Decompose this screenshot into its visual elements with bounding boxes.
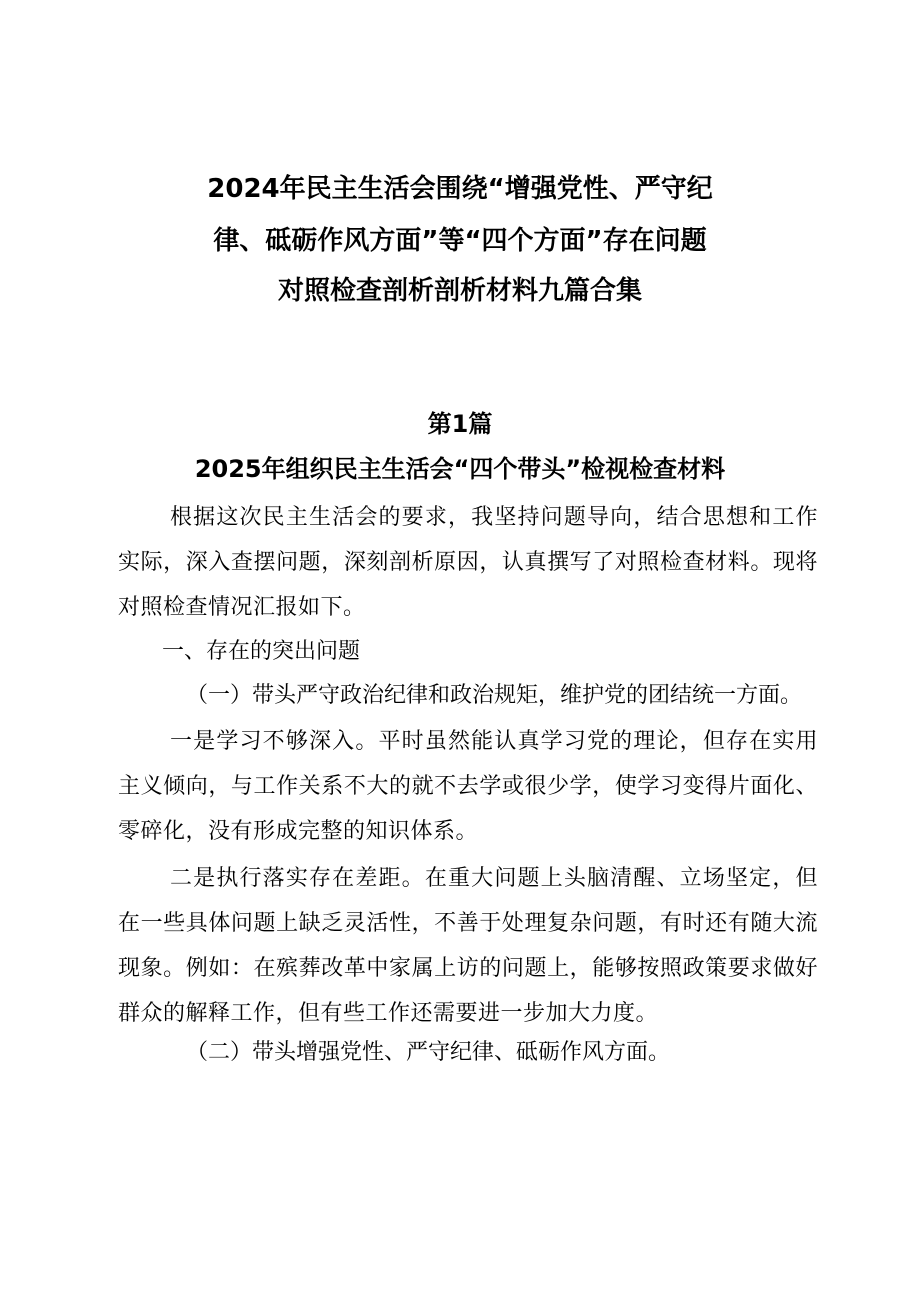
chapter-title: 2025年组织民主生活会“四个带头”检视检查材料	[194, 455, 726, 483]
paragraph-2: 二是执行落实存在差距。在重大问题上头脑清醒、立场坚定，但在一些具体问题上缺乏灵活性，不善于处理复杂问题，有时还有随大流现象。例如：在殡葬改革中家属上访的问题上，能够按照政策要求做好群众的解释工作，但有些工作还需要进一步加大力度。	[118, 866, 818, 1026]
section-heading: 一、存在的突出问题	[162, 639, 361, 664]
chapter-number: 第1篇	[427, 410, 493, 438]
main-title-line-3: 对照检查剖析剖析材料九篇合集	[277, 276, 642, 306]
intro-paragraph: 根据这次民主生活会的要求，我坚持问题导向，结合思想和工作实际，深入查摆问题，深刻剖析原因，认真撰写了对照检查材料。现将对照检查情况汇报如下。	[118, 505, 818, 620]
subsection-heading-1: （一）带头严守政治纪律和政治规矩，维护党的团结统一方面。	[186, 683, 803, 708]
main-title-line-1: 2024年民主生活会围绕“增强党性、严守纪	[207, 174, 713, 204]
subsection-heading-2: （二）带头增强党性、严守纪律、砥砺作风方面。	[186, 1040, 671, 1065]
main-title-line-2: 律、砥砺作风方面”等“四个方面”存在问题	[213, 226, 707, 256]
paragraph-1: 一是学习不够深入。平时虽然能认真学习党的理论，但存在实用主义倾向，与工作关系不大的就不去学或很少学，使学习变得片面化、零碎化，没有形成完整的知识体系。	[118, 729, 818, 844]
